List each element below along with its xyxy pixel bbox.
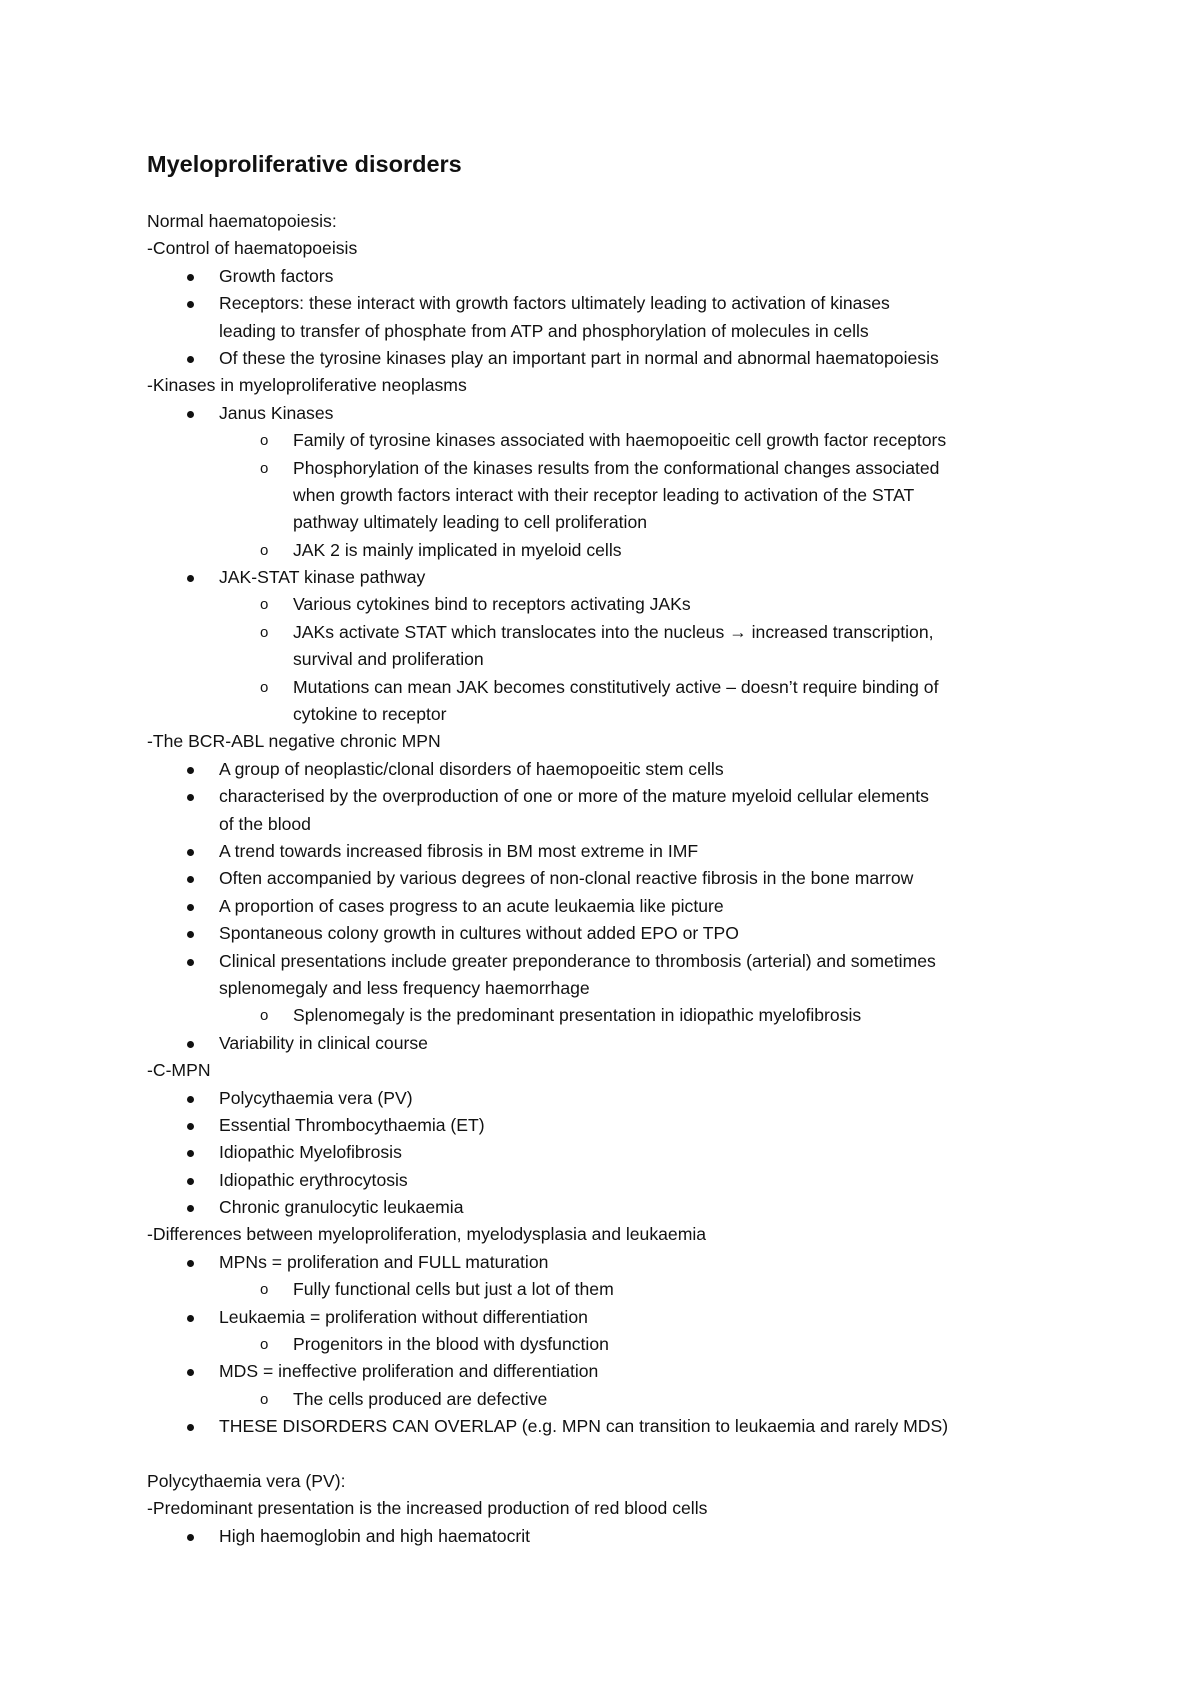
- bullet-dot-icon: [187, 301, 194, 308]
- bullet-dot-icon: [187, 876, 194, 883]
- bullet-item: [147, 1194, 1107, 1221]
- bullet-dot-icon: [187, 794, 194, 801]
- line-text: -Predominant presentation is the increased production of red blood cells: [147, 1498, 708, 1519]
- line-text: pathway ultimately leading to cell proliferation: [293, 512, 648, 533]
- sub-bullet-circle-icon: o: [260, 1390, 269, 1408]
- bullet-item: [147, 1030, 1107, 1057]
- bullet-dot-icon: [187, 767, 194, 774]
- line-text: Often accompanied by various degrees of non-clonal reactive fibrosis in the bone marrow: [219, 868, 914, 889]
- sub-bullet-circle-icon: o: [260, 1336, 269, 1354]
- line-text: A group of neoplastic/clonal disorders of haemopoeitic stem cells: [219, 758, 724, 779]
- line-text: Polycythaemia vera (PV): [219, 1087, 413, 1108]
- line-text: Idiopathic erythrocytosis: [219, 1169, 408, 1190]
- bullet-item: [147, 1249, 1107, 1276]
- sub-bullet-item: [147, 591, 1107, 618]
- bullet-dot-icon: [187, 1205, 194, 1212]
- line-text: High haemoglobin and high haematocrit: [219, 1525, 531, 1546]
- bullet-dot-icon: [187, 931, 194, 938]
- bullet-dot-icon: [187, 959, 194, 966]
- line-text: Janus Kinases: [219, 402, 334, 423]
- bullet-dot-icon: [187, 1041, 194, 1048]
- section-heading-line: [147, 1057, 1107, 1084]
- bullet-item: [147, 1139, 1107, 1166]
- line-text: of the blood: [219, 813, 311, 834]
- bullet-item: [147, 948, 1107, 975]
- bullet-item: [147, 1085, 1107, 1112]
- bullet-item: [147, 290, 1107, 317]
- sub-bullet-item-continuation: [147, 482, 1107, 509]
- sub-bullet-item: [147, 1276, 1107, 1303]
- sub-bullet-item: [147, 619, 1107, 646]
- bullet-item: [147, 1358, 1107, 1385]
- line-text: Spontaneous colony growth in cultures without added EPO or TPO: [219, 923, 739, 944]
- line-text: -Kinases in myeloproliferative neoplasms: [147, 375, 467, 396]
- line-text: leading to transfer of phosphate from ATP and phosphorylation of molecules in cells: [219, 320, 869, 341]
- bullet-dot-icon: [187, 1369, 194, 1376]
- line-text: splenomegaly and less frequency haemorrhage: [219, 977, 590, 998]
- line-text: survival and proliferation: [293, 649, 484, 670]
- bullet-dot-icon: [187, 1178, 194, 1185]
- bullet-item: [147, 1112, 1107, 1139]
- bullet-dot-icon: [187, 904, 194, 911]
- line-text: Polycythaemia vera (PV):: [147, 1470, 346, 1491]
- line-text: -C-MPN: [147, 1060, 211, 1081]
- line-text: characterised by the overproduction of one or more of the mature myeloid cellular elements: [219, 786, 929, 807]
- section-heading-line: [147, 728, 1107, 755]
- blank-line: [147, 1441, 1107, 1468]
- section-heading-line: [147, 1495, 1107, 1522]
- sub-bullet-circle-icon: o: [260, 623, 269, 641]
- sub-bullet-item-continuation: [147, 509, 1107, 536]
- line-text: JAK-STAT kinase pathway: [219, 567, 426, 588]
- bullet-item: [147, 345, 1107, 372]
- bullet-dot-icon: [187, 849, 194, 856]
- line-text: Growth factors: [219, 265, 334, 286]
- bullet-item: [147, 783, 1107, 810]
- sub-bullet-circle-icon: o: [260, 1007, 269, 1025]
- section-heading-line: [147, 208, 1107, 235]
- bullet-item: [147, 263, 1107, 290]
- bullet-item: [147, 893, 1107, 920]
- sub-bullet-item: [147, 1002, 1107, 1029]
- line-text: MPNs = proliferation and FULL maturation: [219, 1251, 549, 1272]
- line-text: Of these the tyrosine kinases play an important part in normal and abnormal haematopoiesis: [219, 347, 939, 368]
- line-text: JAK 2 is mainly implicated in myeloid cells: [293, 539, 622, 560]
- line-text: JAKs activate STAT which translocates into the nucleus → increased transcription,: [293, 621, 934, 642]
- line-text: Mutations can mean JAK becomes constitutively active – doesn’t require binding of: [293, 676, 939, 697]
- bullet-dot-icon: [187, 274, 194, 281]
- sub-bullet-item: [147, 427, 1107, 454]
- bullet-item-continuation: [147, 975, 1107, 1002]
- line-text: -Differences between myeloproliferation, myelodysplasia and leukaemia: [147, 1224, 707, 1245]
- bullet-dot-icon: [187, 575, 194, 582]
- line-text: -The BCR-ABL negative chronic MPN: [147, 731, 441, 752]
- document-title: Myeloproliferative disorders: [147, 151, 462, 177]
- line-text: Normal haematopoiesis:: [147, 211, 337, 231]
- sub-bullet-item: [147, 1331, 1107, 1358]
- bullet-dot-icon: [187, 1123, 194, 1130]
- line-text: Various cytokines bind to receptors activating JAKs: [293, 594, 691, 615]
- line-text: cytokine to receptor: [293, 704, 447, 725]
- bullet-item: [147, 564, 1107, 591]
- line-text: Phosphorylation of the kinases results from the conformational changes associated: [293, 457, 940, 478]
- sub-bullet-item-continuation: [147, 646, 1107, 673]
- line-text: -Control of haematopoeisis: [147, 238, 358, 259]
- bullet-item: [147, 1523, 1107, 1550]
- section-heading-line: [147, 235, 1107, 262]
- bullet-item: [147, 756, 1107, 783]
- line-text: A proportion of cases progress to an acute leukaemia like picture: [219, 895, 724, 916]
- bullet-item-continuation: [147, 318, 1107, 345]
- line-text: when growth factors interact with their receptor leading to activation of the STAT: [293, 484, 915, 505]
- bullet-item: [147, 1413, 1107, 1440]
- bullet-dot-icon: [187, 1315, 194, 1322]
- line-text: Splenomegaly is the predominant presentation in idiopathic myelofibrosis: [293, 1005, 862, 1026]
- bullet-item-continuation: [147, 811, 1107, 838]
- line-text: Progenitors in the blood with dysfunction: [293, 1334, 609, 1355]
- line-text: Leukaemia = proliferation without differentiation: [219, 1306, 588, 1327]
- sub-bullet-item: [147, 537, 1107, 564]
- bullet-dot-icon: [187, 356, 194, 363]
- line-text: Variability in clinical course: [219, 1032, 428, 1053]
- bullet-item: [147, 1304, 1107, 1331]
- bullet-item: [147, 865, 1107, 892]
- bullet-dot-icon: [187, 1424, 194, 1431]
- sub-bullet-item: [147, 1386, 1107, 1413]
- sub-bullet-item: [147, 674, 1107, 701]
- bullet-dot-icon: [187, 1534, 194, 1541]
- document-body: [147, 208, 1107, 1550]
- sub-bullet-circle-icon: o: [260, 678, 269, 696]
- bullet-dot-icon: [187, 1260, 194, 1267]
- line-text: Fully functional cells but just a lot of them: [293, 1279, 614, 1300]
- line-text: Family of tyrosine kinases associated with haemopoeitic cell growth factor receptors: [293, 430, 947, 451]
- section-heading-line: [147, 1221, 1107, 1248]
- sub-bullet-circle-icon: o: [260, 1281, 269, 1299]
- bullet-dot-icon: [187, 411, 194, 418]
- line-text: The cells produced are defective: [293, 1388, 548, 1409]
- section-heading-line: [147, 1468, 1107, 1495]
- section-heading-line: [147, 372, 1107, 399]
- line-text: Receptors: these interact with growth factors ultimately leading to activation of kinases: [219, 293, 890, 314]
- bullet-dot-icon: [187, 1096, 194, 1103]
- sub-bullet-item: [147, 455, 1107, 482]
- bullet-item: [147, 1167, 1107, 1194]
- line-text: A trend towards increased fibrosis in BM most extreme in IMF: [219, 840, 699, 861]
- line-text: Idiopathic Myelofibrosis: [219, 1142, 402, 1163]
- sub-bullet-circle-icon: o: [260, 596, 269, 614]
- sub-bullet-item-continuation: [147, 701, 1107, 728]
- bullet-item: [147, 838, 1107, 865]
- sub-bullet-circle-icon: o: [260, 541, 269, 559]
- line-text: Clinical presentations include greater preponderance to thrombosis (arterial) and sometimes: [219, 950, 936, 971]
- sub-bullet-circle-icon: o: [260, 459, 269, 477]
- bullet-dot-icon: [187, 1150, 194, 1157]
- line-text: Chronic granulocytic leukaemia: [219, 1197, 464, 1218]
- line-text: THESE DISORDERS CAN OVERLAP (e.g. MPN can transition to leukaemia and rarely MDS): [219, 1416, 949, 1437]
- line-text: Essential Thrombocythaemia (ET): [219, 1114, 485, 1135]
- line-text: MDS = ineffective proliferation and differentiation: [219, 1361, 599, 1382]
- bullet-item: [147, 920, 1107, 947]
- sub-bullet-circle-icon: o: [260, 432, 269, 450]
- bullet-item: [147, 400, 1107, 427]
